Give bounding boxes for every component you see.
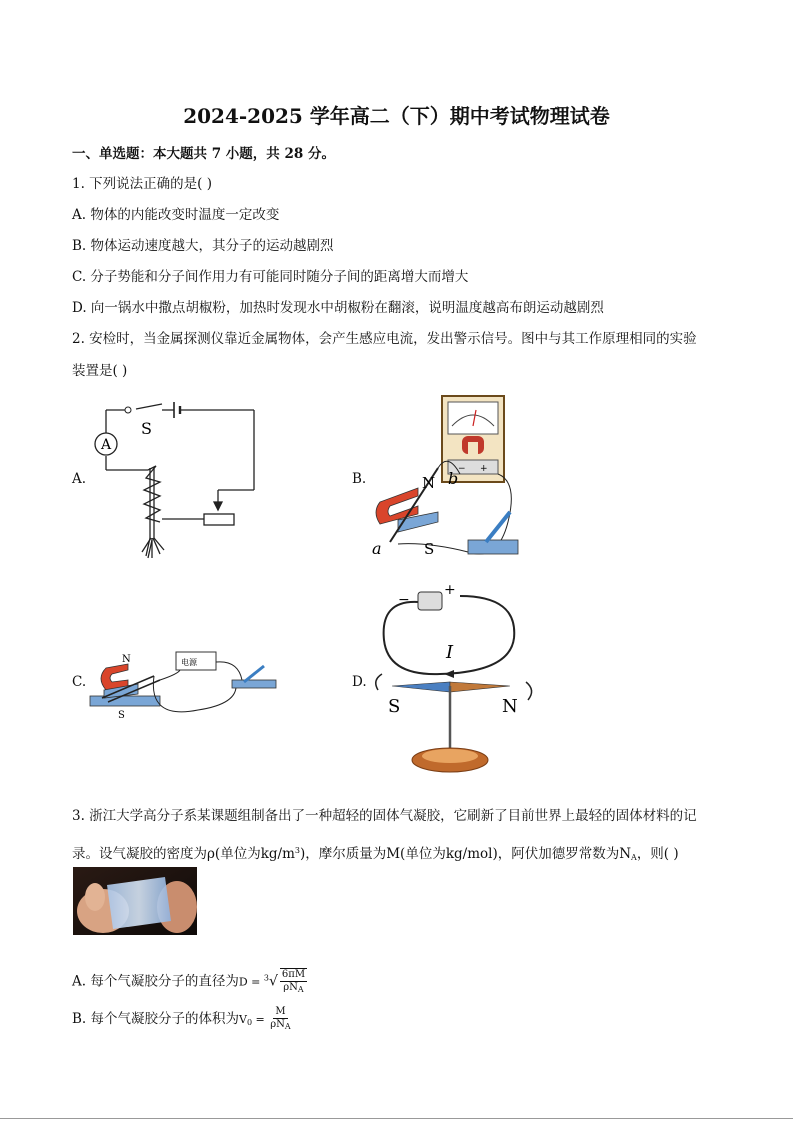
battery-minus-label: − (398, 592, 410, 608)
current-label: I (446, 642, 454, 663)
q2-stem-line1: 2. 安检时，当金属探测仪靠近金属物体，会产生感应电流，发出警示信号。图中与其工作原理相同的实验 (72, 331, 697, 347)
q3-option-a: A. 每个气凝胶分子的直径为D = $^3$√ $\frac{6\pi M}{\rho N_A}$ (72, 969, 306, 994)
q3-option-b: B. 每个气凝胶分子的体积为$V_0$ = $\frac{M}{\rho N_A}$ (72, 1006, 291, 1031)
q2-option-b-label: B. (352, 471, 367, 487)
b-south-label: S (424, 540, 435, 558)
b-label: b (448, 469, 459, 488)
a-label: a (372, 539, 382, 558)
section-heading: 一、单选题：本大题共 7 小题，共 28 分。 (72, 146, 335, 162)
q3-stem-line1: 3. 浙江大学高分子系某课题组制备出了一种超轻的固体气凝胶，它刷新了目前世界上最轻的固体材料的记 (72, 808, 697, 824)
q2-stem-line2: 装置是( ) (72, 363, 128, 379)
c-south-label: S (118, 710, 125, 721)
q3-stem-line2: 录。设气凝胶的密度为ρ(单位为$kg/m^3$)，摩尔质量为M(单位为kg/mol)，阿伏加德罗常数为$N_A$，则( ) (72, 846, 679, 862)
figure-c-motor-setup (88, 640, 298, 722)
figure-b-galvanometer-setup (368, 392, 538, 567)
q1-option-a: A. 物体的内能改变时温度一定改变 (72, 207, 280, 223)
q1-option-c: C. 分子势能和分子间作用力有可能同时随分子间的距离增大而增大 (72, 269, 469, 285)
q1-option-b: B. 物体运动速度越大，其分子的运动越剧烈 (72, 238, 334, 254)
page-bottom-rule (0, 1118, 793, 1119)
q2-option-a-label: A. (72, 471, 87, 487)
page-title: 2024-2025 学年高二（下）期中考试物理试卷 (183, 104, 610, 128)
power-supply-label: 电源 (181, 658, 197, 667)
q2-option-d-label: D. (352, 674, 367, 690)
d-south-label: S (388, 696, 401, 717)
d-north-label: N (502, 696, 518, 717)
battery-plus-label: + (444, 582, 456, 598)
figure-a-electromagnet-circuit (88, 398, 268, 563)
svg-text:+: + (480, 464, 488, 474)
switch-label: S (141, 419, 152, 438)
q1-option-d: D. 向一锅水中撒点胡椒粉，加热时发现水中胡椒粉在翻滚，说明温度越高布朗运动越剧烈 (72, 300, 604, 316)
aerogel-photo (73, 867, 197, 935)
svg-text:−: − (458, 464, 466, 474)
c-north-label: N (122, 654, 131, 665)
figure-d-oersted-setup (370, 582, 550, 780)
q2-option-c-label: C. (72, 674, 87, 690)
q1-stem: 1. 下列说法正确的是( ) (72, 176, 212, 192)
ammeter-label: A (100, 437, 112, 453)
b-north-label: N (422, 474, 436, 492)
